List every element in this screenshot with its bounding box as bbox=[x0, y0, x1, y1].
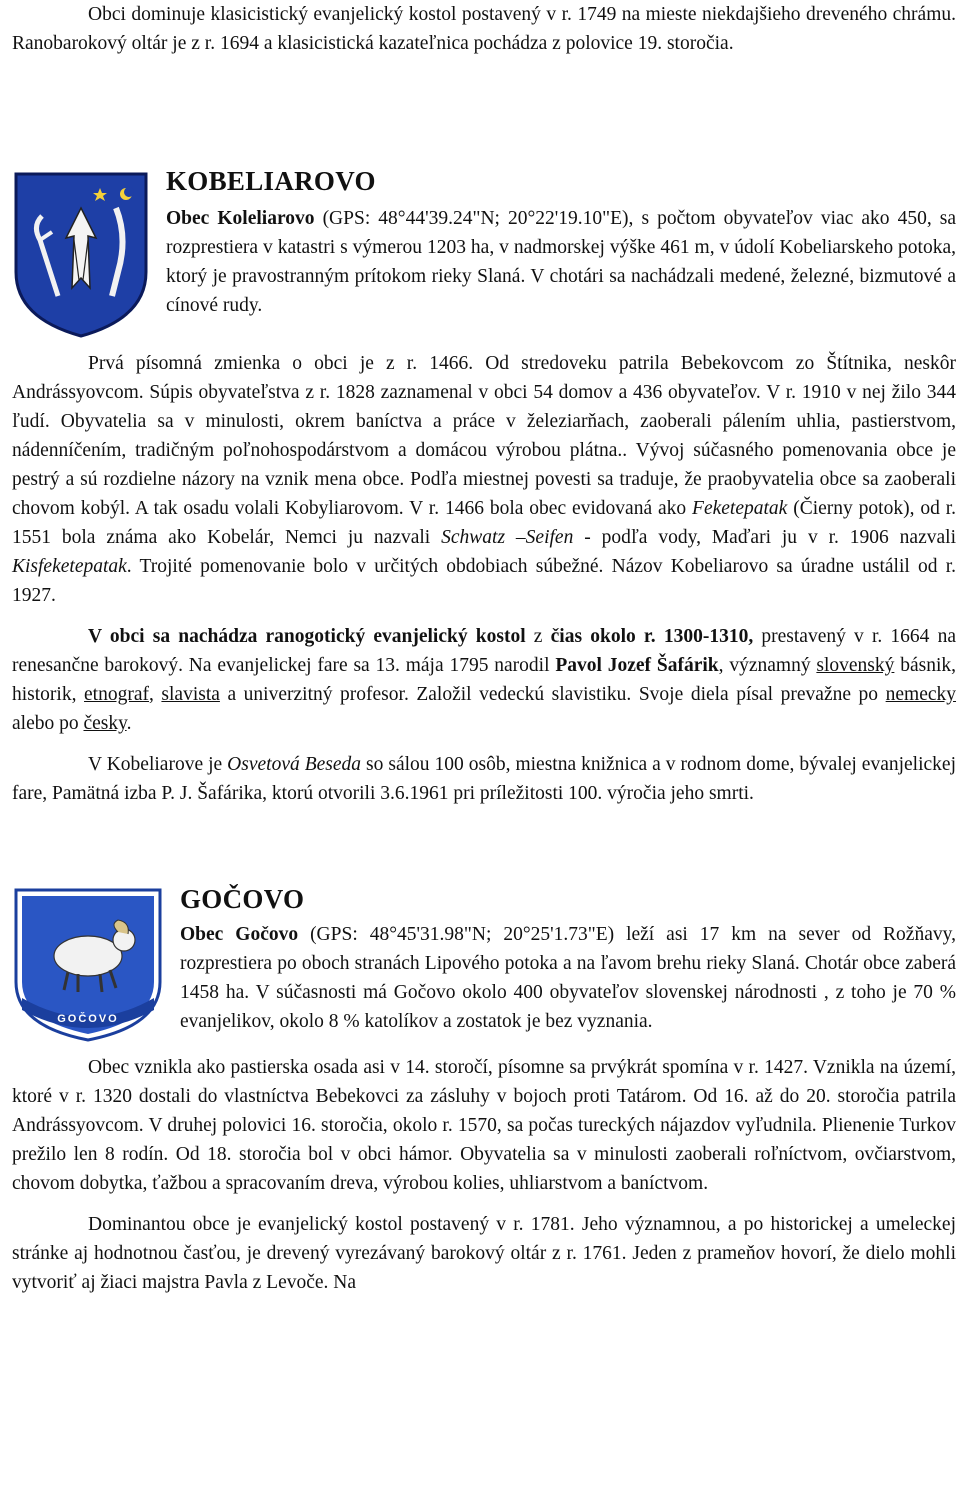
kobeliarovo-title: KOBELIAROVO bbox=[166, 166, 376, 196]
link-slavista[interactable]: slavista bbox=[161, 684, 220, 705]
feketepatak-italic: Feketepatak bbox=[692, 498, 788, 519]
intro-paragraph: Obci dominuje klasicistický evanjelický kostol postavený v r. 1749 na mieste niekdajšieho dreveného chrámu. Ranobarokový oltár je z r. 1694 a klasicistická kazateľnica pochádza z polovice 19. storočia. bbox=[12, 4, 956, 54]
section-gocovo bbox=[12, 882, 956, 1297]
text-run: alebo po bbox=[12, 713, 84, 734]
text-run: so sálou 100 osôb, miestna knižnica a v rodnom dome, bývalej evanjelickej fare, Pamätná izba P. J. Šafárika, ktorú otvorili 3.6.1961 pri príležitosti 100. výročia jeho smrti. bbox=[12, 754, 956, 804]
kisfeketepatak-italic: Kisfeketepatak bbox=[12, 556, 127, 577]
gocovo-coat-of-arms-icon bbox=[12, 886, 164, 1053]
kobeliarovo-coat-of-arms-icon bbox=[12, 168, 150, 349]
kobeliarovo-paragraph-2 bbox=[12, 349, 956, 610]
link-etnograf[interactable]: etnograf bbox=[84, 684, 149, 705]
text-run: prestavený v r. 1664 na renesančne barokový. Na evanjelickej fare sa 13. mája 1795 narodil bbox=[12, 626, 956, 676]
text-run: (Čierny potok), od r. 1551 bola známa ako Kobelár, Nemci ju nazvali bbox=[12, 498, 956, 548]
kobeliarovo-lead: Obec Koleliarovo bbox=[166, 208, 315, 229]
link-nemecky[interactable]: nemecky bbox=[885, 684, 957, 705]
text-run: , bbox=[148, 684, 162, 705]
text-run: - podľa vody, Maďari ju v r. 1906 nazvali bbox=[573, 527, 956, 548]
gocovo-paragraph-2: Obec vznikla ako pastierska osada asi v 14. storočí, písomne sa prvýkrát spomína v r. 1427. Vznikla na území, ktoré v r. 1320 dostali do vlastníctva Bebekovci za zásluhy v bojoch proti Tatárom. Od 16. až do 20. storočia patrila Andrássyovcom. V druhej polovici 16. storočia, okolo r. 1570, sa počas tureckých nájazdov vyľudnila. Plienenie Turkov prežilo len 8 rodín. Od 18. storočia bol v obci hámor. Obyvatelia sa v minulosti zaoberali roľníctvom, ovčiarstvom, chovom dobytka, ťažbou a spracovaním dreva, výrobou kolies, uhliarstvom a baníctvom. bbox=[12, 1057, 956, 1194]
church-bold: V obci sa nachádza ranogotický evanjelický kostol bbox=[88, 626, 526, 647]
kobeliarovo-paragraph-4 bbox=[12, 750, 956, 808]
gocovo-paragraph-3: Dominantou obce je evanjelický kostol postavený v r. 1781. Jeho významnou, a po historickej a umeleckej stránke aj hodnotnou časťou, je drevený vyrezávaný barokový oltár z r. 1761. Jeden z prameňov hovorí, že dielo mohli vytvoriť aj žiaci majstra Pavla z Levoče. Na bbox=[12, 1214, 956, 1293]
text-run: a univerzitný profesor. Založil vedeckú slavistiku. Svoje diela písal prevažne po bbox=[219, 684, 886, 705]
text-run: . Trojité pomenovanie bolo v určitých obdobiach súbežné. Názov Kobeliarovo sa úradne ustálil od r. 1927. bbox=[12, 556, 956, 606]
kobeliarovo-paragraph-3 bbox=[12, 622, 956, 738]
kobeliarovo-paragraph-1 bbox=[12, 204, 956, 320]
text-run: V Kobeliarove je bbox=[88, 754, 228, 775]
safarik-bold: Pavol Jozef Šafárik bbox=[555, 655, 719, 676]
gocovo-title: GOČOVO bbox=[180, 884, 305, 914]
text-run: , významný bbox=[718, 655, 817, 676]
gocovo-crest-label: GOČOVO bbox=[57, 1013, 119, 1025]
link-slovensky[interactable]: slovenský bbox=[816, 655, 895, 676]
link-cesky[interactable]: česky bbox=[83, 713, 127, 734]
section-kobeliarovo bbox=[12, 164, 956, 808]
kobeliarovo-p1-text: (GPS: 48°44'39.24"N; 20°22'19.10"E), s počtom obyvateľov viac ako 450, sa rozprestiera v katastri s výmerou 1203 ha, v nadmorskej výške 461 m, v údolí Kobeliarskeho potoka, ktorý je pravostranným prítokom rieky Slaná. V chotári sa nachádzali medené, železné, bizmutové a cínové rudy. bbox=[166, 208, 956, 316]
gocovo-p1-text: (GPS: 48°45'31.98"N; 20°25'1.73"E) leží asi 17 km na sever od Rožňavy, rozprestiera po oboch stranách Lipového potoka a na ľavom brehu rieky Slaná. Chotár obce zaberá 1458 ha. V súčasnosti má Gočovo okolo 400 obyvateľov slovenskej národnosti , z toho je 70 % evanjelikov, okolo 8 % katolíkov a zostatok je bez vyznania. bbox=[180, 924, 956, 1032]
schwatz-seifen-italic: Schwatz –Seifen bbox=[441, 527, 574, 548]
text-run: z bbox=[525, 626, 551, 647]
document-page bbox=[12, 0, 956, 1297]
date-bold: čias okolo r. 1300-1310, bbox=[550, 626, 754, 647]
gocovo-lead: Obec Gočovo bbox=[180, 924, 299, 945]
text-run: Prvá písomná zmienka o obci je z r. 1466. Od stredoveku patrila Bebekovcom zo Štítnika, neskôr Andrássyovcom. Súpis obyvateľstva z r. 1828 zaznamenal v obci 54 domov a 436 obyvateľov. V r. 1910 v nej žilo 344 ľudí. Obyvatelia sa v minulosti, okrem baníctva a práce v železiarňach, zaoberali pálením uhlia, pastierstvom, nádenníčením, tradičným poľnohospodárstvom a domácou výrobou plátna.. Vývoj súčasného pomenovania obce je pestrý a sú rozdielne názory na vznik mena obce. Podľa miestnej povesti sa traduje, že praobyvatelia obce sa zaoberali chovom kobýl. A tak osadu volali Kobyliarovom. V r. 1466 bola obec evidovaná ako bbox=[12, 353, 956, 519]
text-run: básnik, historik, bbox=[12, 655, 956, 705]
osvetova-beseda-italic: Osvetová Beseda bbox=[227, 754, 362, 775]
text-run: . bbox=[126, 713, 132, 734]
